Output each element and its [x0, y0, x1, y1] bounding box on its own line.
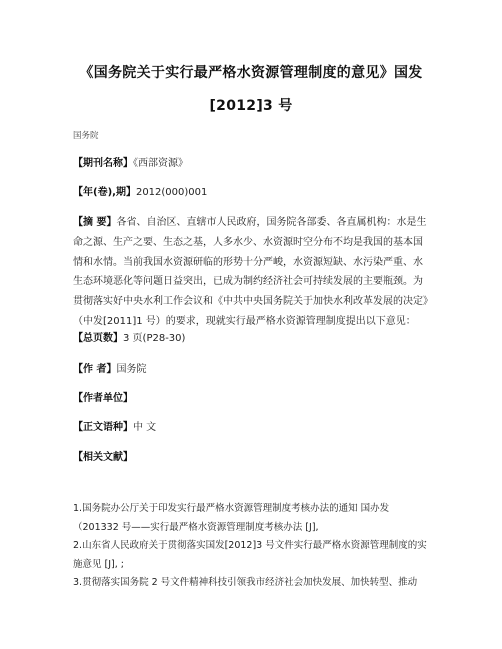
- related-item-1: 1.国务院办公厅关于印发实行最严格水资源管理制度考核办法的通知 国办发（201332 号——实行最严格水资源管理制度考核办法 [J],: [73, 503, 390, 533]
- author-value: 国务院: [116, 364, 147, 375]
- language-label: 【正文语种】: [73, 422, 133, 433]
- journal-field: [73, 154, 188, 169]
- year-issue-label: 【年(卷),期】: [73, 187, 136, 198]
- author-label: 【作 者】: [73, 364, 117, 375]
- related-list: [73, 500, 433, 593]
- abstract-label: 【摘 要】: [73, 217, 117, 228]
- related-item-2: 2.山东省人民政府关于贯彻落实国发[2012]3 号文件实行最严格水资源管理制度的实施意见 [J], ;: [73, 540, 427, 570]
- related-label: 【相关文献】: [73, 452, 133, 463]
- language-field: [73, 418, 156, 433]
- document-title-line-2: [2012]3 号: [209, 98, 293, 114]
- journal-label: 【期刊名称】: [73, 158, 133, 169]
- abstract-field: [73, 213, 431, 332]
- year-issue-value: 2012(000)001: [135, 187, 208, 198]
- document-title-line-1: 《国务院关于实行最严格水资源管理制度的意见》国发: [79, 65, 423, 81]
- journal-value: 《西部资源》: [133, 158, 188, 169]
- pages-label: 【总页数】: [73, 333, 123, 344]
- related-header: [73, 448, 133, 463]
- author-byline: 国务院: [73, 131, 99, 141]
- author-field: [73, 360, 146, 375]
- pages-value: 3 页(P28-30): [123, 333, 186, 344]
- related-item-3: 3.贯彻落实国务院 2 号文件精神科技引领我市经济社会加快发展、加快转型、推动: [73, 577, 418, 589]
- author-unit-field: [73, 389, 133, 404]
- abstract-text: 各省、自治区、直辖市人民政府，国务院各部委、各直属机构：水是生命之源、生产之要、生态之基，人多水少、水资源时空分布不均是我国的基本国情和水情。当前我国水资源研临的形势十分严峻，水资源短缺、水污染严重、水生态环境恶化等问题日益突出，已成为制约经济社会可持续发展的主要瓶颈。为贯彻落实好中央水利工作会议和《中共中央国务院关于加快水利改革发展的决定》（中发[2011]1 号）的要求，现就实行最严格水资源管理制度提出以下意见：: [73, 217, 428, 327]
- pages-field: [73, 329, 185, 344]
- author-unit-label: 【作者单位】: [73, 393, 133, 404]
- year-issue-field: [73, 183, 207, 198]
- language-value: 中 文: [133, 422, 157, 433]
